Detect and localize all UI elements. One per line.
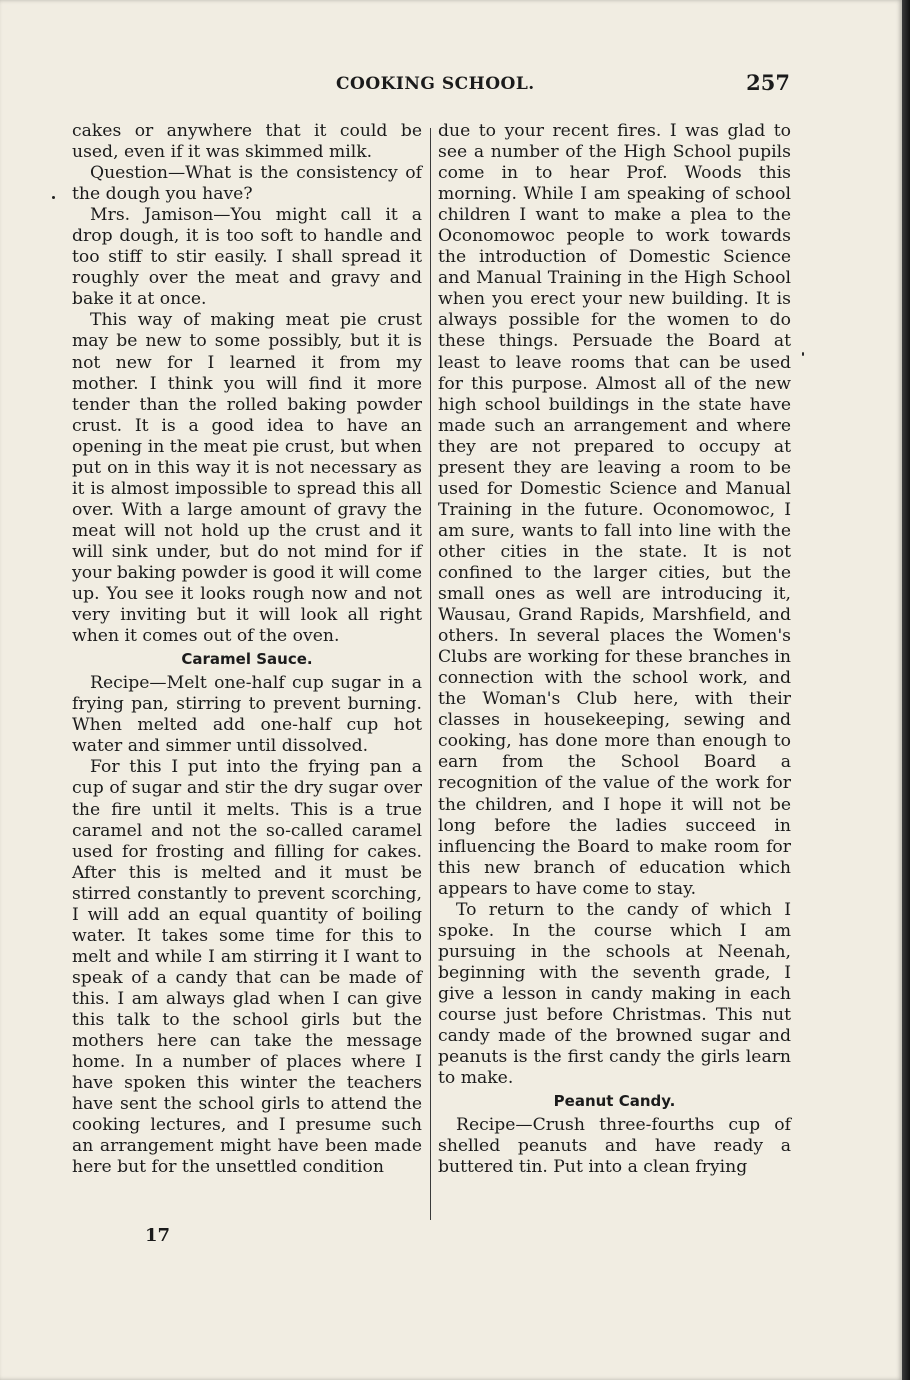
paragraph: Recipe—Melt one-half cup sugar in a frying pan, stirring to prevent burning. When melted add one-half cup hot water and simmer until dissolved. bbox=[72, 673, 422, 757]
page-edge-shadow bbox=[902, 0, 910, 1380]
right-column bbox=[438, 121, 791, 1178]
paragraph: For this I put into the frying pan a cup of sugar and stir the dry sugar over the fire until it melts. This is a true caramel and not the so-called caramel used for frosting and filling for cakes. After this is melted and it must be stirred constantly to prevent scorching, I will add an equal quantity of boiling water. It takes some time for this to melt and while I am stirring it I want to speak of a candy that can be made of this. I am always glad when I can give this talk to the school girls but the mothers here can take the message home. In a number of places where I have spoken this winter the teachers have sent the school girls to attend the cooking lectures, and I presume such an arrangement might have been made here but for the unsettled condition bbox=[72, 757, 422, 1178]
running-title: COOKING SCHOOL. bbox=[336, 74, 535, 94]
left-column bbox=[72, 121, 422, 1178]
paragraph: Question—What is the consistency of the dough you have? bbox=[72, 163, 422, 205]
paragraph: cakes or anywhere that it could be used, even if it was skimmed milk. bbox=[72, 121, 422, 163]
column-divider bbox=[430, 128, 431, 1220]
page-number: 257 bbox=[746, 70, 790, 95]
paragraph: due to your recent fires. I was glad to see a number of the High School pupils come in to hear Prof. Woods this morning. While I am speaking of school children I want to make a plea to the Oconomowoc people to work towards the introduction of Domestic Science and Manual Training in the High School when you erect your new building. It is always possible for the women to do these things. Persuade the Board at least to leave rooms that can be used for this purpose. Almost all of the new high school buildings in the state have made such an arrangement and where they are not prepared to occupy at present they are leaving a room to be used for Domestic Science and Manual Training in the future. Oconomowoc, I am sure, wants to fall into line with the other cities in the state. It is not confined to the larger cities, but the small ones as well are introducing it, Wausau, Grand Rapids, Marshfield, and others. In several places the Women's Clubs are working for these branches in connection with the school work, and the Woman's Club here, with their classes in housekeeping, sewing and cooking, has done more than enough to earn from the School Board a recognition of the value of the work for the children, and I hope it will not be long before the ladies succeed in influencing the Board to make room for this new branch of education which appears to have come to stay. bbox=[438, 121, 791, 899]
paragraph: Mrs. Jamison—You might call it a drop dough, it is too soft to handle and too stiff to stir easily. I shall spread it roughly over the meat and gravy and bake it at once. bbox=[72, 205, 422, 310]
paragraph: To return to the candy of which I spoke. In the course which I am pursuing in the schools at Neenah, beginning with the seventh grade, I give a lesson in candy making in each course just before Christmas. This nut candy made of the browned sugar and peanuts is the first candy the girls learn to make. bbox=[438, 899, 791, 1089]
paragraph: Recipe—Crush three-fourths cup of shelled peanuts and have ready a buttered tin. Put into a clean frying bbox=[438, 1115, 791, 1178]
section-heading-caramel-sauce: Caramel Sauce. bbox=[181, 650, 313, 669]
section-heading-peanut-candy: Peanut Candy. bbox=[553, 1092, 676, 1111]
running-header bbox=[70, 70, 790, 100]
ink-speck bbox=[802, 352, 804, 356]
signature-mark: 17 bbox=[145, 1225, 171, 1246]
ink-speck bbox=[52, 196, 55, 199]
paragraph: This way of making meat pie crust may be new to some possibly, but it is not new for I learned it from my mother. I think you will find it more tender than the rolled baking powder crust. It is a good idea to have an opening in the meat pie crust, but when put on in this way it is not necessary as it is almost impossible to spread this all over. With a large amount of gravy the meat will not hold up the crust and it will sink under, but do not mind for if your baking powder is good it will come up. You see it looks rough now and not very inviting but it will look all right when it comes out of the oven. bbox=[72, 310, 422, 647]
